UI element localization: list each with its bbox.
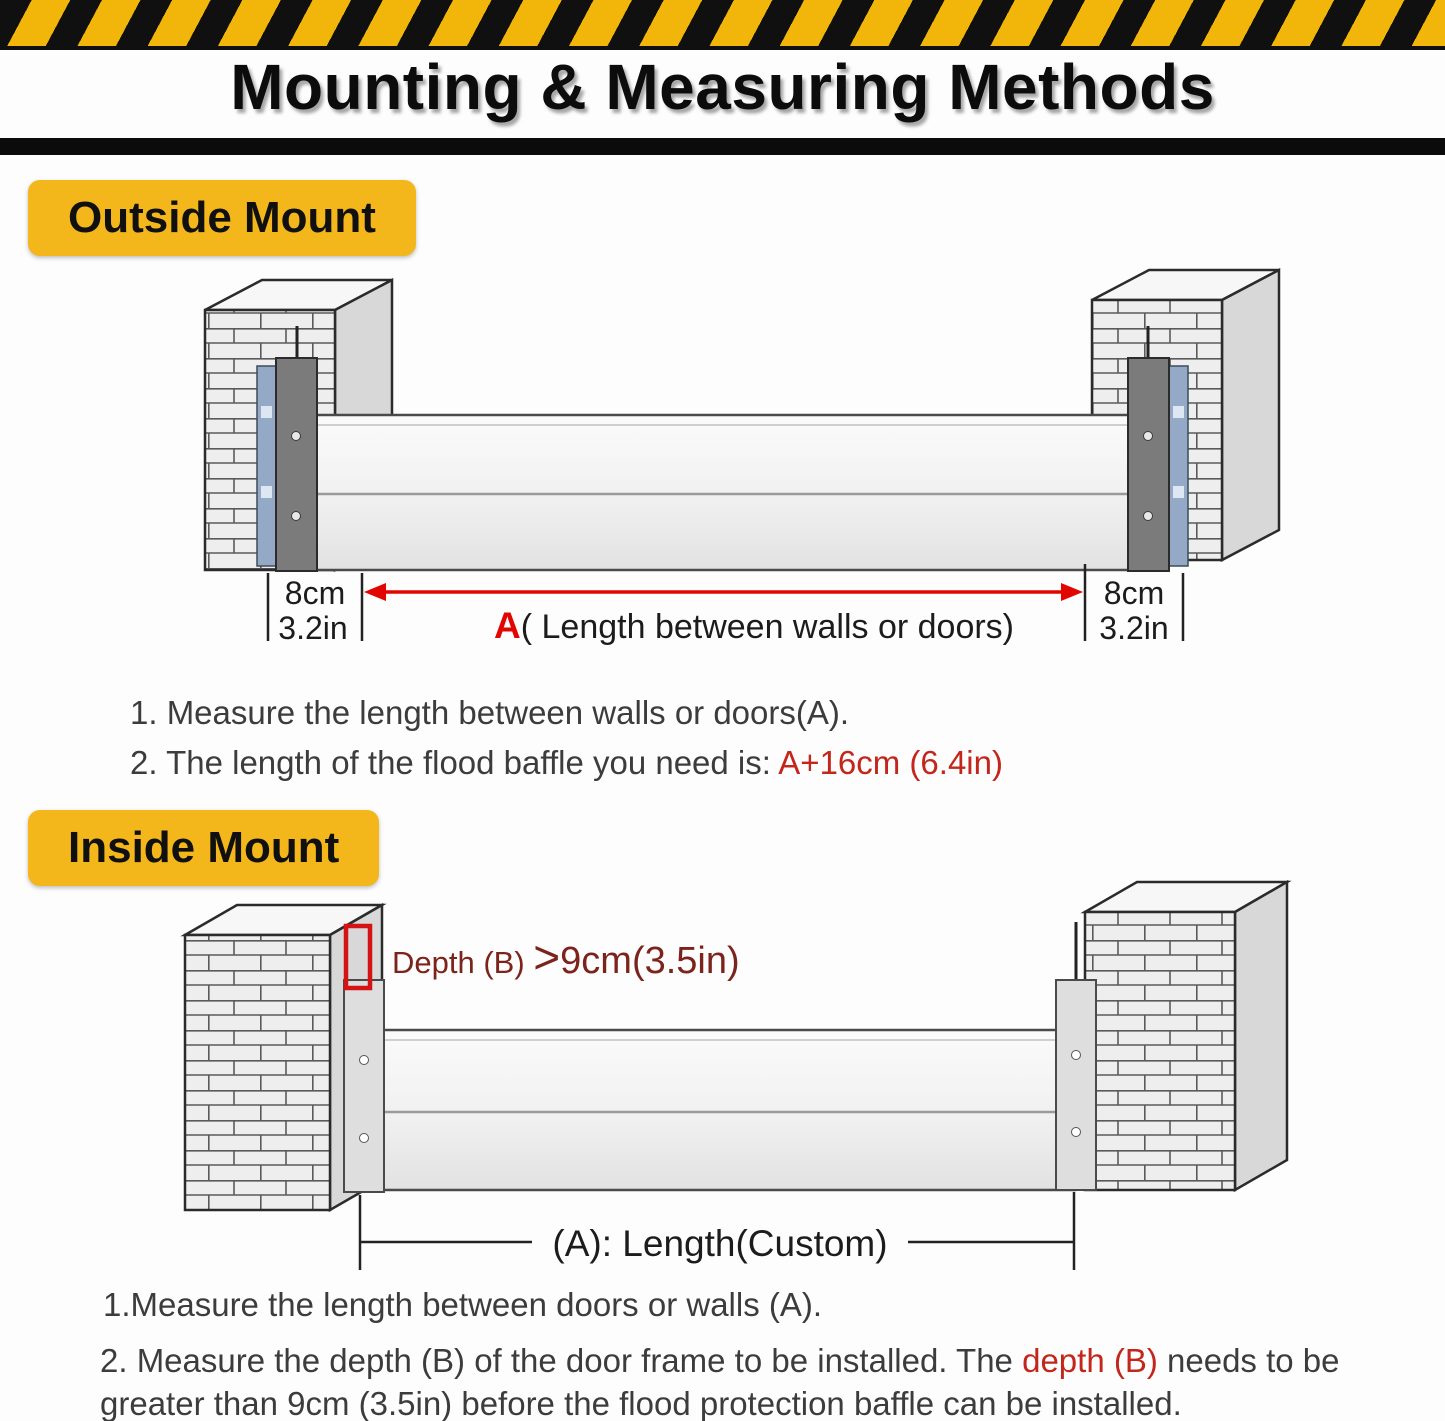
page-title: Mounting & Measuring Methods (230, 51, 1215, 123)
baffle-body (365, 1030, 1075, 1190)
inside-mount-badge: Inside Mount (28, 810, 379, 886)
pillar-side-face (1235, 882, 1287, 1190)
length-a-text: ( Length between walls or doors) (520, 608, 1014, 646)
seal-strip (1169, 366, 1188, 566)
seal-strip (257, 366, 276, 566)
left-offset-cm: 8cm (284, 575, 346, 611)
outside-mount-badge: Outside Mount (28, 180, 416, 256)
inside-mount-diagram (0, 880, 1445, 1280)
inside-right-pillar (1085, 882, 1287, 1190)
inside-step-2-text-b: needs to be greater than 9cm (3.5in) before the flood protection baffle can be installed. (100, 1342, 1340, 1421)
title-divider-bar (0, 138, 1445, 155)
screw (292, 512, 301, 521)
right-offset-cm: 8cm (1103, 575, 1165, 611)
outside-step-2-text: 2. The length of the flood baffle you need is: (130, 744, 779, 781)
pillar-front-face (1085, 912, 1235, 1190)
arrowhead-left (364, 583, 386, 601)
pillar-side-face (1222, 270, 1279, 560)
inside-step-2-highlight: depth (B) (1022, 1342, 1158, 1379)
channel-bar (276, 358, 317, 571)
inside-step-2-text-a: 2. Measure the depth (B) of the door frame to be installed. The (100, 1342, 1023, 1379)
left-offset-in: 3.2in (278, 610, 348, 646)
inside-length-label: (A): Length(Custom) (552, 1223, 888, 1264)
outside-step-2-highlight: A+16cm (6.4in) (778, 744, 1003, 781)
screw (1144, 512, 1153, 521)
outside-step-2 (130, 744, 1003, 782)
screw (1072, 1051, 1081, 1060)
seal-highlight (1173, 406, 1184, 418)
inside-step-2 (100, 1340, 1380, 1421)
channel-bar (1056, 980, 1096, 1190)
screw (1072, 1128, 1081, 1137)
right-offset-in: 3.2in (1099, 610, 1169, 646)
seal-highlight (261, 486, 272, 498)
screw (360, 1134, 369, 1143)
channel-bar (1128, 358, 1169, 571)
flood-baffle-panel (298, 415, 1145, 570)
screw (292, 432, 301, 441)
inside-left-channel (344, 980, 384, 1192)
inside-step-1: 1.Measure the length between doors or walls (A). (103, 1286, 823, 1323)
outside-mount-diagram (0, 268, 1445, 668)
screw (360, 1056, 369, 1065)
seal-highlight (1173, 486, 1184, 498)
outside-step-1: 1. Measure the length between walls or doors(A). (130, 694, 850, 731)
depth-value: 9cm(3.5in) (560, 940, 740, 982)
hazard-stripe-banner (0, 0, 1445, 50)
screw (1144, 432, 1153, 441)
length-a-label (494, 605, 1014, 646)
depth-text: Depth (B) (392, 945, 534, 980)
length-a-letter: A (494, 605, 521, 646)
inside-baffle-panel (365, 1030, 1075, 1190)
baffle-body (298, 415, 1145, 570)
depth-label (392, 931, 740, 983)
channel-bar (344, 980, 384, 1192)
arrowhead-right (1061, 583, 1083, 601)
pillar-front-face (185, 935, 330, 1210)
seal-highlight (261, 406, 272, 418)
depth-gt-sign: > (533, 931, 561, 983)
